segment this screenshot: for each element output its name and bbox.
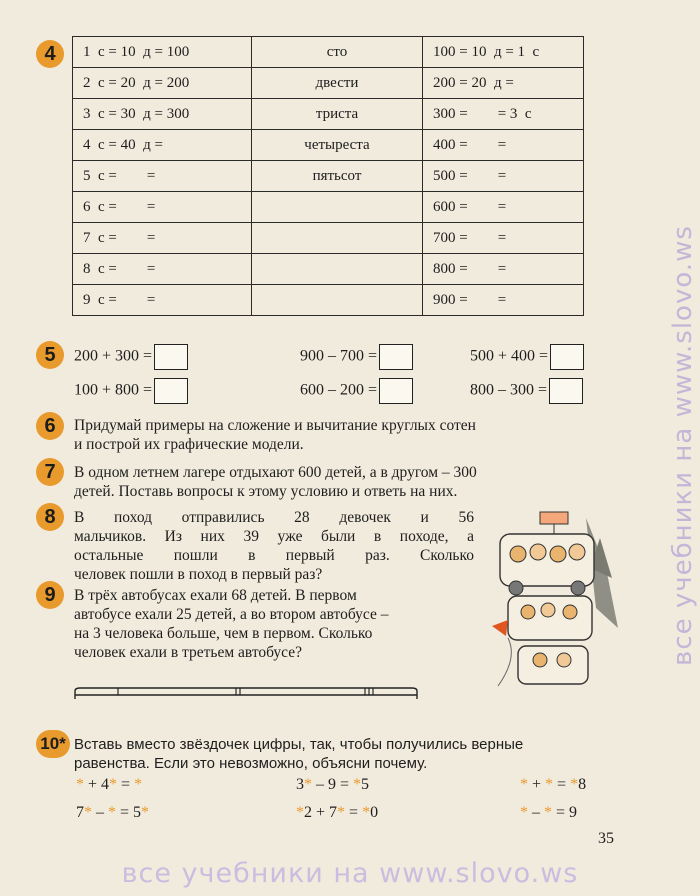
ex8-line-4: человек пошли в поход в первый раз? xyxy=(74,566,323,583)
table-cell-middle: сто xyxy=(252,37,423,68)
ex8-line-1: В поход отправились 28 девочек и 56 xyxy=(74,509,474,526)
ex10-line-2: равенства. Если это невозможно, объясни почему. xyxy=(74,755,428,772)
exercise-8-badge: 8 xyxy=(36,503,64,531)
answer-box[interactable] xyxy=(154,378,188,404)
textbook-page: 4 1 с = 10 д = 100 сто 100 = 10 д = 1 с 2 с = 20 д = 200 двести 200 = 20 д = 3 с = 30 д = 300 триста 300 = = 3 с 4 с = 40 д = четыреста 400 = = 5 с = = пятьсот 500 = = 6 с = = 600 = = 7 с = = 700 = = 8 с = = 800 = = 9 с = = 900 = = 5 200 + 300 = 900 – 700 = 500 + 400 = 100 + 800 = 600 – 200 = 800 – 300 = 6 Придумай примеры на сложение и вычитание круглых сотен и построй их графические модели. 7 В одном летнем лагере отдыхают 600 детей, а в другом – 300 детей. Поставь вопросы к этому условию и ответь на них. 8 В поход отправились 28 девочек и 56 мальчиков. Из них 39 уже были в походе, а остальные пошли в первый раз. Сколько человек пошли в поход в первый раз? 9 В трёх автобусах ехали 68 детей. В первом автобусе ехали 25 детей, а во втором автобусе – на 3 человека больше, чем в первом. Сколько человек ехали в третьем автобусе? I II III 10* Вставь вместо звёздочек цифры, так, чтобы получились верные равенства. Если это невозможно, объясни почему. * + 4* = * 3* – 9 = *5 * + * = *8 7* – * = 5* *2 + 7* = *0 * – * = 9 35 все учебники на www.slovo.ws все учебники на www.slovo.ws xyxy=(0,0,700,896)
table-row xyxy=(73,285,584,316)
ex6-line-1: Придумай примеры на сложение и вычитание круглых сотен xyxy=(74,417,476,434)
ex9-line-1: В трёх автобусах ехали 68 детей. В первом xyxy=(74,587,357,604)
ex5-item-3: 500 + 400 = xyxy=(470,344,584,370)
segment-label-3: III xyxy=(363,684,375,698)
exercise-5-badge: 5 xyxy=(36,341,64,369)
ex7-line-1: В одном летнем лагере отдыхают 600 детей, а в другом – 300 xyxy=(74,464,477,481)
hundreds-table xyxy=(72,36,584,316)
table-cell-left: 6 с = = xyxy=(73,192,252,223)
answer-box[interactable] xyxy=(549,378,583,404)
ex9-line-4: человек ехали в третьем автобусе? xyxy=(74,644,303,661)
exercise-4-badge: 4 xyxy=(36,40,64,68)
answer-box[interactable] xyxy=(379,344,413,370)
segment-label-2: II xyxy=(234,684,242,698)
table-cell-middle xyxy=(252,223,423,254)
equation-1: * + 4* = * xyxy=(76,776,143,793)
ex7-line-2: детей. Поставь вопросы к этому условию и ответь на них. xyxy=(74,483,458,500)
table-cell-right: 500 = = xyxy=(423,161,584,192)
answer-box[interactable] xyxy=(379,378,413,404)
equation-5: *2 + 7* = *0 xyxy=(296,804,379,821)
table-cell-left: 8 с = = xyxy=(73,254,252,285)
table-cell-right: 600 = = xyxy=(423,192,584,223)
table-cell-middle: триста xyxy=(252,99,423,130)
bus-illustration xyxy=(478,508,618,688)
table-row xyxy=(73,99,584,130)
ex5-item-4: 100 + 800 = xyxy=(74,378,188,404)
ex5-item-2: 900 – 700 = xyxy=(300,344,413,370)
equation-2: 3* – 9 = *5 xyxy=(296,776,370,793)
table-cell-right: 700 = = xyxy=(423,223,584,254)
ex5-item-5: 600 – 200 = xyxy=(300,378,413,404)
exercise-10-badge: 10* xyxy=(36,730,70,758)
table-cell-right: 100 = 10 д = 1 с xyxy=(423,37,584,68)
table-row xyxy=(73,37,584,68)
table-cell-left: 2 с = 20 д = 200 xyxy=(73,68,252,99)
ex9-line-3: на 3 человека больше, чем в первом. Сколько xyxy=(74,625,373,642)
table-cell-right: 800 = = xyxy=(423,254,584,285)
answer-box[interactable] xyxy=(154,344,188,370)
table-row xyxy=(73,223,584,254)
exercise-6-badge: 6 xyxy=(36,412,64,440)
table-cell-middle xyxy=(252,254,423,285)
table-row xyxy=(73,161,584,192)
table-cell-left: 5 с = = xyxy=(73,161,252,192)
segment-label-1: I xyxy=(116,684,120,698)
table-row xyxy=(73,130,584,161)
table-row xyxy=(73,68,584,99)
exercise-7-badge: 7 xyxy=(36,458,64,486)
table-cell-right: 400 = = xyxy=(423,130,584,161)
table-cell-left: 7 с = = xyxy=(73,223,252,254)
page-number: 35 xyxy=(598,830,614,847)
table-cell-right: 200 = 20 д = xyxy=(423,68,584,99)
equation-3: * + * = *8 xyxy=(520,776,587,793)
equation-4: 7* – * = 5* xyxy=(76,804,150,821)
equation-6: * – * = 9 xyxy=(520,804,578,821)
table-cell-left: 1 с = 10 д = 100 xyxy=(73,37,252,68)
table-cell-middle xyxy=(252,192,423,223)
bottom-watermark: все учебники на www.slovo.ws xyxy=(121,858,579,889)
table-row xyxy=(73,254,584,285)
ex6-line-2: и построй их графические модели. xyxy=(74,436,304,453)
table-cell-right: 300 = = 3 с xyxy=(423,99,584,130)
ex9-line-2: автобусе ехали 25 детей, а во втором автобусе – xyxy=(74,606,389,623)
table-row xyxy=(73,192,584,223)
ex5-item-1: 200 + 300 = xyxy=(74,344,188,370)
table-cell-middle: четыреста xyxy=(252,130,423,161)
ex5-item-6: 800 – 300 = xyxy=(470,378,583,404)
table-cell-right: 900 = = xyxy=(423,285,584,316)
table-cell-left: 4 с = 40 д = xyxy=(73,130,252,161)
ex8-line-2: мальчиков. Из них 39 уже были в походе, а xyxy=(74,528,474,545)
ex10-line-1: Вставь вместо звёздочек цифры, так, чтобы получились верные xyxy=(74,736,524,753)
table-cell-left: 9 с = = xyxy=(73,285,252,316)
exercise-9-badge: 9 xyxy=(36,581,64,609)
table-cell-left: 3 с = 30 д = 300 xyxy=(73,99,252,130)
ex8-line-3: остальные пошли в первый раз. Сколько xyxy=(74,547,474,564)
table-cell-middle: двести xyxy=(252,68,423,99)
table-cell-middle xyxy=(252,285,423,316)
table-cell-middle: пятьсот xyxy=(252,161,423,192)
answer-box[interactable] xyxy=(550,344,584,370)
